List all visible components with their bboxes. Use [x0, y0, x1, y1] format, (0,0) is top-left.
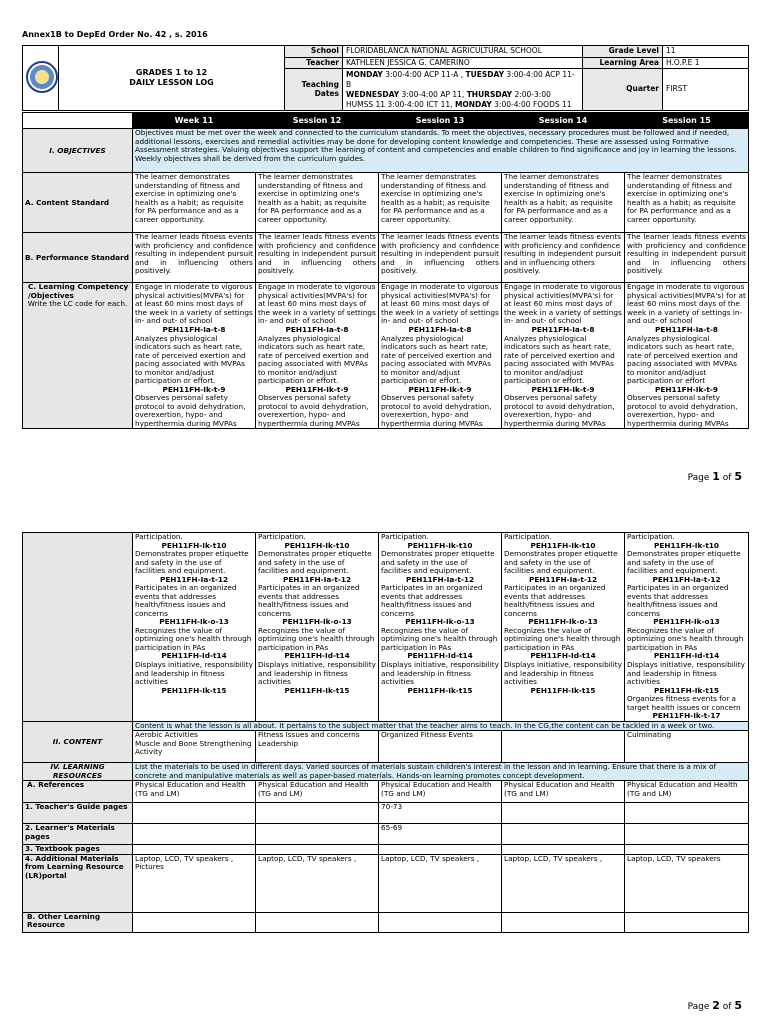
competency-text: Demonstrates proper etiquette and safety in the use of facilities and equipment. [258, 549, 372, 576]
teachers-guide-cell [625, 803, 749, 824]
competency-code: PEH11FH-Ia-t-12 [282, 574, 352, 584]
competency-continued-cell [502, 533, 625, 722]
performance-standard-cell: The learner leads fitness events with proficiency and confidence resulting in independent pursuit and in influencing others positively. [256, 233, 379, 283]
competency-text: Participates in an organized events that addresses health/fitness issues and concerns [258, 583, 360, 618]
deped-seal-cell [23, 46, 59, 111]
references-cell: Physical Education and Health (TG and LM) [502, 781, 625, 803]
participation-text: Participation. [504, 532, 552, 541]
competency-text: Displays initiative, responsibility and leadership in fitness activities [627, 659, 745, 687]
textbook-cell [625, 845, 749, 855]
competency-code: PEH11FH-Ia-t-12 [652, 574, 721, 584]
competency-text: Demonstrates proper etiquette and safety in the use of facilities and equipment. [135, 549, 249, 576]
competency-text: Analyzes physiological indicators such as heart rate, rate of perceived exertion and pacing associated with MVPAs to monitor and/adjust participation or effort. [258, 333, 369, 386]
competency-code: PEH11FH-Ik-t-9 [162, 384, 226, 394]
title-line-2: DAILY LESSON LOG [129, 78, 214, 88]
learners-materials-cell: 65-69 [379, 824, 502, 845]
header-table [22, 45, 749, 111]
competency-continued-cell [133, 533, 256, 722]
competency-code: PEH11FH-Ik-t15 [407, 685, 473, 695]
content-standard-cell: The learner demonstrates understanding of fitness and exercise in optimizing one's health as a habit; as requisite for PA performance and as a career opportunity. [133, 173, 256, 233]
content-standard-cell: The learner demonstrates understanding of fitness and exercise in optimizing one's health as a habit; as requisite for PA performance and as a career opportunity. [502, 173, 625, 233]
column-header-row [23, 113, 749, 129]
column-session-13: Session 13 [379, 113, 502, 129]
competency-code: PEH11FH-Ik-t10 [530, 540, 596, 550]
content-cell: Aerobic Activities Muscle and Bone Strengthening Activity [133, 731, 256, 763]
competency-intro: Engage in moderate to vigorous physical activities(MVPA's) for at least 60 mins most days of the week in a variety of settings in- and out- of school [504, 282, 622, 326]
competency-text: Analyzes physiological indicators such as heart rate, rate of perceived exertion and pacing associated with MVPAs to monitor and/adjust participation or effort. [135, 333, 246, 386]
performance-standard-cell: The learner leads fitness events with proficiency and confidence resulting in independent pursuit and in influencing others positively. [625, 233, 749, 283]
competency-continued-cell [379, 533, 502, 722]
other-resource-cell [379, 912, 502, 932]
teachers-guide-label: 1. Teacher's Guide pages [23, 803, 133, 824]
learners-materials-cell [502, 824, 625, 845]
log-title [59, 46, 285, 111]
competency-text: Demonstrates proper etiquette and safety in the use of facilities and equipment. [504, 549, 618, 576]
textbook-label: 3. Textbook pages [23, 845, 133, 855]
content-standard-row [23, 173, 749, 233]
competency-code: PEH11FH-Ia-t-8 [655, 325, 718, 335]
other-resource-label: B. Other Learning Resource [23, 912, 133, 932]
competency-code: PEH11FH-Ik-t10 [654, 540, 719, 550]
other-resource-cell [625, 912, 749, 932]
textbook-cell [502, 845, 625, 855]
competency-label: C. Learning Competency /Objectives [28, 282, 129, 300]
grade-value: 11 [663, 46, 749, 58]
competency-continued-label [23, 533, 133, 722]
competency-text: Observes personal safety protocol to avoid dehydration, overexertion, hypo- and hyperthermia during MVPAs [627, 393, 738, 428]
teacher-value: KATHLEEN JESSICA G. CAMERINO [343, 57, 583, 69]
teacher-label: Teacher [285, 57, 343, 69]
dates-label: Teaching Dates [285, 69, 343, 111]
competency-text: Recognizes the value of optimizing one's health through participation in PAs [627, 625, 744, 652]
additional-materials-cell: Laptop, LCD, TV speakers , [256, 854, 379, 912]
additional-materials-cell: Laptop, LCD, TV speakers , [379, 854, 502, 912]
competency-code: PEH11FH-Ik-o-13 [405, 617, 475, 627]
dates-line: WEDNESDAY 3:00-4:00 AP 11, THURSDAY 2:00-3:00 [346, 89, 551, 99]
objectives-label: I. OBJECTIVES [23, 129, 133, 173]
competency-text: Observes personal safety protocol to avoid dehydration, overexertion, hypo- and hyperthermia during MVPAs [504, 393, 615, 428]
other-resource-cell [256, 912, 379, 932]
teachers-guide-row [23, 803, 749, 824]
competency-continued-cell [625, 533, 749, 722]
competency-cell [502, 283, 625, 429]
competency-text: Participates in an organized events that addresses health/fitness issues and concerns [504, 583, 606, 618]
content-standard-cell: The learner demonstrates understanding of fitness and exercise in optimizing one's health as a habit; as requisite for PA performance and as a career opportunity. [379, 173, 502, 233]
column-session-12: Session 12 [256, 113, 379, 129]
competency-row [23, 283, 749, 429]
title-line-1: GRADES 1 to 12 [135, 67, 208, 77]
additional-materials-cell: Laptop, LCD, TV speakers , [502, 854, 625, 912]
competency-code: PEH11FH-Ia-t-12 [405, 574, 475, 584]
competency-text: Displays initiative, responsibility and leadership in fitness activities [135, 659, 253, 687]
objectives-row [23, 129, 749, 173]
competency-code: PEH11FH-Ik-t10 [407, 540, 473, 550]
content-standard-cell: The learner demonstrates understanding of fitness and exercise in optimizing one's health as a habit; as requisite for PA performance and as a career opportunity. [256, 173, 379, 233]
quarter-value: FIRST [663, 69, 749, 111]
teachers-guide-cell: 70-73 [379, 803, 502, 824]
area-value: H.O.P.E 1 [663, 57, 749, 69]
page-number-2: Page 2 of 5 [687, 999, 742, 1012]
participation-text: Participation. [135, 532, 183, 541]
competency-code: PEH11FH-Ik-t-9 [408, 384, 472, 394]
learners-materials-cell [256, 824, 379, 845]
competency-text: Participates in an organized events that addresses health/fitness issues and concerns [381, 583, 483, 618]
content-label: II. CONTENT [23, 721, 133, 763]
additional-materials-cell: Laptop, LCD, TV speakers , Pictures [133, 854, 256, 912]
content-cell [502, 731, 625, 763]
school-value: FLORIDABLANCA NATIONAL AGRICULTURAL SCHOOL [343, 46, 583, 58]
competency-cell [379, 283, 502, 429]
participation-text: Participation. [258, 532, 306, 541]
competency-text: Demonstrates proper etiquette and safety in the use of facilities and equipment. [627, 549, 741, 576]
competency-sublabel: Write the LC code for each. [27, 299, 128, 309]
competency-intro: Engage in moderate to vigorous physical activities(MVPA's) for at least 60 mins most days of the week in a variety of settings in- and out- of school [135, 282, 253, 326]
competency-intro: Engage in moderate to vigorous physical activities(MVPA's) for at least 60 mins most days of the week in a variety of settings in- and out- of school [627, 282, 746, 326]
competency-text: Demonstrates proper etiquette and safety in the use of facilities and equipment. [381, 549, 495, 576]
competency-code: PEH11FH-Ik-t-17 [652, 711, 721, 721]
competency-intro: Engage in moderate to vigorous physical activities(MVPA's) for at least 60 mins most days of the week in a variety of settings in- and out- of school [381, 282, 499, 326]
competency-code: PEH11FH-Ia-t-12 [528, 574, 598, 584]
corner-cell [23, 113, 133, 129]
resources-row [23, 763, 749, 781]
competency-code: PEH11FH-Ik-o-13 [159, 617, 229, 627]
competency-text: Recognizes the value of optimizing one's health through participation in PAs [504, 625, 621, 652]
other-resource-cell [133, 912, 256, 932]
competency-text: Participates in an organized events that addresses health/fitness issues and concerns [627, 583, 729, 618]
performance-standard-cell: The learner leads fitness events with proficiency and confidence resulting in independent pursuit and in influencing others positively. [379, 233, 502, 283]
competency-code: PEH11FH-Ik-o13 [653, 617, 720, 627]
dates-value [343, 69, 583, 111]
performance-standard-label: B. Performance Standard [23, 233, 133, 283]
dates-line: HUMSS 11 3:00-4:00 ICT 11, MONDAY 3:00-4:00 FOODS 11 [346, 99, 572, 109]
content-standard-label: A. Content Standard [23, 173, 133, 233]
learners-materials-cell [133, 824, 256, 845]
competency-code: PEH11FH-Ik-t-9 [531, 384, 595, 394]
teachers-guide-cell [133, 803, 256, 824]
references-row [23, 781, 749, 803]
teachers-guide-cell [502, 803, 625, 824]
references-cell: Physical Education and Health (TG and LM) [256, 781, 379, 803]
resources-note: List the materials to be used in different days. Varied sources of materials sustain children's interest in the lesson and in learning. Ensure that there is a mix of concrete and manipulative materials as well as paper-based materials. Hands-on learning promotes concept development. [133, 763, 749, 781]
competency-code: PEH11FH-Id-t14 [653, 651, 720, 661]
competency-code: PEH11FH-Ik-t-9 [655, 384, 718, 394]
performance-standard-cell: The learner leads fitness events with proficiency and confidence resulting in independent pursuit and in influencing others positively. [133, 233, 256, 283]
participation-text: Participation. [381, 532, 429, 541]
competency-continued-cell [256, 533, 379, 722]
competency-text: Analyzes physiological indicators such as heart rate, rate of perceived exertion and pacing associated with MVPAs to monitor and/adjust participation or effort. [504, 333, 615, 386]
competency-text: Participates in an organized events that addresses health/fitness issues and concerns [135, 583, 237, 618]
competency-text: Displays initiative, responsibility and leadership in fitness activities [381, 659, 499, 687]
competency-code: PEH11FH-Id-t14 [284, 651, 350, 661]
textbook-cell [379, 845, 502, 855]
teachers-guide-cell [256, 803, 379, 824]
other-resource-row [23, 912, 749, 932]
participation-text: Participation. [627, 532, 675, 541]
competency-code: PEH11FH-Ia-t-12 [159, 574, 229, 584]
content-cell: Culminating [625, 731, 749, 763]
column-session-15: Session 15 [625, 113, 749, 129]
competency-code: PEH11FH-Ia-t-8 [408, 325, 472, 335]
resources-label: IV. LEARNING RESOURCES [23, 763, 133, 781]
performance-standard-cell: The learner leads fitness events with proficiency and confidence resulting in independent pursuit and in influencing others positively. [502, 233, 625, 283]
additional-materials-row [23, 854, 749, 912]
competency-text: Analyzes physiological indicators such as heart rate, rate of perceived exertion and pacing associated with MVPAs to monitor and/adjust participation or effort [627, 333, 738, 386]
quarter-label: Quarter [583, 69, 663, 111]
additional-materials-cell: Laptop, LCD, TV speakers [625, 854, 749, 912]
competency-code: PEH11FH-Ik-o-13 [528, 617, 598, 627]
lesson-log-table-page-2 [22, 532, 749, 933]
competency-code: PEH11FH-Ik-o-13 [282, 617, 352, 627]
competency-intro: Engage in moderate to vigorous physical activities(MVPA's) for at least 60 mins most days of the week in a variety of settings in- and out- of school [258, 282, 376, 326]
competency-text: Observes personal safety protocol to avoid dehydration, overexertion, hypo- and hyperthermia during MVPAs [135, 393, 246, 428]
column-session-14: Session 14 [502, 113, 625, 129]
references-label: A. References [23, 781, 133, 803]
competency-text: Organizes fitness events for a target health issues or concern [627, 694, 741, 712]
references-cell: Physical Education and Health (TG and LM) [379, 781, 502, 803]
content-standard-cell: The learner demonstrates understanding of fitness and exercise in optimizing one's health as a habit; as requisite for PA performance and as a career opportunity. [625, 173, 749, 233]
textbook-cell [256, 845, 379, 855]
competency-code: PEH11FH-Ik-t15 [530, 685, 596, 695]
grade-label: Grade Level [583, 46, 663, 58]
competency-label-cell [23, 283, 133, 429]
area-label: Learning Area [583, 57, 663, 69]
competency-cell [625, 283, 749, 429]
dates-line: MONDAY 3:00-4:00 ACP 11-A , TUESDAY 3:00-4:00 ACP 11-B [346, 70, 575, 89]
objectives-note: Objectives must be met over the week and connected to the curriculum standards. To meet the objectives, necessary procedures must be followed and if needed, additional lessons, exercises and remedial activities may be done for developing content knowledge and competencies. These are assessed using Formative Assessment strategies. Valuing objectives support the learning of content and competencies and enable children to find significance and joy in learning the lessons. Weekly objectives shall be derived from the curriculum guides. [133, 129, 749, 173]
competency-code: PEH11FH-Ik-t15 [654, 685, 719, 695]
competency-code: PEH11FH-Ik-t15 [161, 685, 227, 695]
deped-seal-icon [26, 61, 58, 93]
other-resource-cell [502, 912, 625, 932]
content-cell: Organized Fitness Events [379, 731, 502, 763]
competency-code: PEH11FH-Id-t14 [530, 651, 596, 661]
competency-code: PEH11FH-Ia-t-8 [531, 325, 595, 335]
school-label: School [285, 46, 343, 58]
textbook-cell [133, 845, 256, 855]
annex-reference: Annex1B to DepEd Order No. 42 , s. 2016 [22, 30, 208, 39]
competency-code: PEH11FH-Ia-t-8 [285, 325, 349, 335]
competency-text: Observes personal safety protocol to avoid dehydration, overexertion, hypo- and hyperthermia during MVPAs [381, 393, 492, 428]
competency-code: PEH11FH-Ik-t10 [161, 540, 227, 550]
performance-standard-row [23, 233, 749, 283]
competency-text: Recognizes the value of optimizing one's health through participation in PAs [135, 625, 252, 652]
competency-text: Analyzes physiological indicators such as heart rate, rate of perceived exertion and pacing associated with MVPAs to monitor and/adjust participation or effort. [381, 333, 492, 386]
references-cell: Physical Education and Health (TG and LM) [133, 781, 256, 803]
lesson-log-table-page-1 [22, 112, 749, 429]
competency-text: Recognizes the value of optimizing one's health through participation in PAs [258, 625, 375, 652]
content-cell: Fitness Issues and concerns Leadership [256, 731, 379, 763]
content-note: Content is what the lesson is all about. It pertains to the subject matter that the teacher aims to teach. In the CG,the content can be tackled in a week or two. [133, 721, 749, 731]
competency-text: Displays initiative, responsibility and leadership in fitness activities [258, 659, 376, 687]
learners-materials-row [23, 824, 749, 845]
page-number-1: Page 1 of 5 [687, 470, 742, 483]
learners-materials-label: 2. Learner's Materials pages [23, 824, 133, 845]
competency-code: PEH11FH-Id-t14 [407, 651, 473, 661]
learners-materials-cell [625, 824, 749, 845]
competency-text: Recognizes the value of optimizing one's health through participation in PAs [381, 625, 498, 652]
references-cell: Physical Education and Health (TG and LM) [625, 781, 749, 803]
competency-cell [133, 283, 256, 429]
competency-code: PEH11FH-Ia-t-8 [162, 325, 226, 335]
textbook-row [23, 845, 749, 855]
competency-text: Displays initiative, responsibility and leadership in fitness activities [504, 659, 622, 687]
competency-code: PEH11FH-Ik-t15 [284, 685, 350, 695]
competency-cell [256, 283, 379, 429]
competency-continued-row [23, 533, 749, 722]
competency-code: PEH11FH-Ik-t-9 [285, 384, 349, 394]
competency-code: PEH11FH-Ik-t10 [284, 540, 350, 550]
competency-code: PEH11FH-Id-t14 [161, 651, 227, 661]
column-week-11: Week 11 [133, 113, 256, 129]
competency-text: Observes personal safety protocol to avoid dehydration, overexertion, hypo- and hyperthermia during MVPAs [258, 393, 369, 428]
additional-materials-label: 4. Additional Materials from Learning Resource (LR)portal [23, 854, 133, 912]
